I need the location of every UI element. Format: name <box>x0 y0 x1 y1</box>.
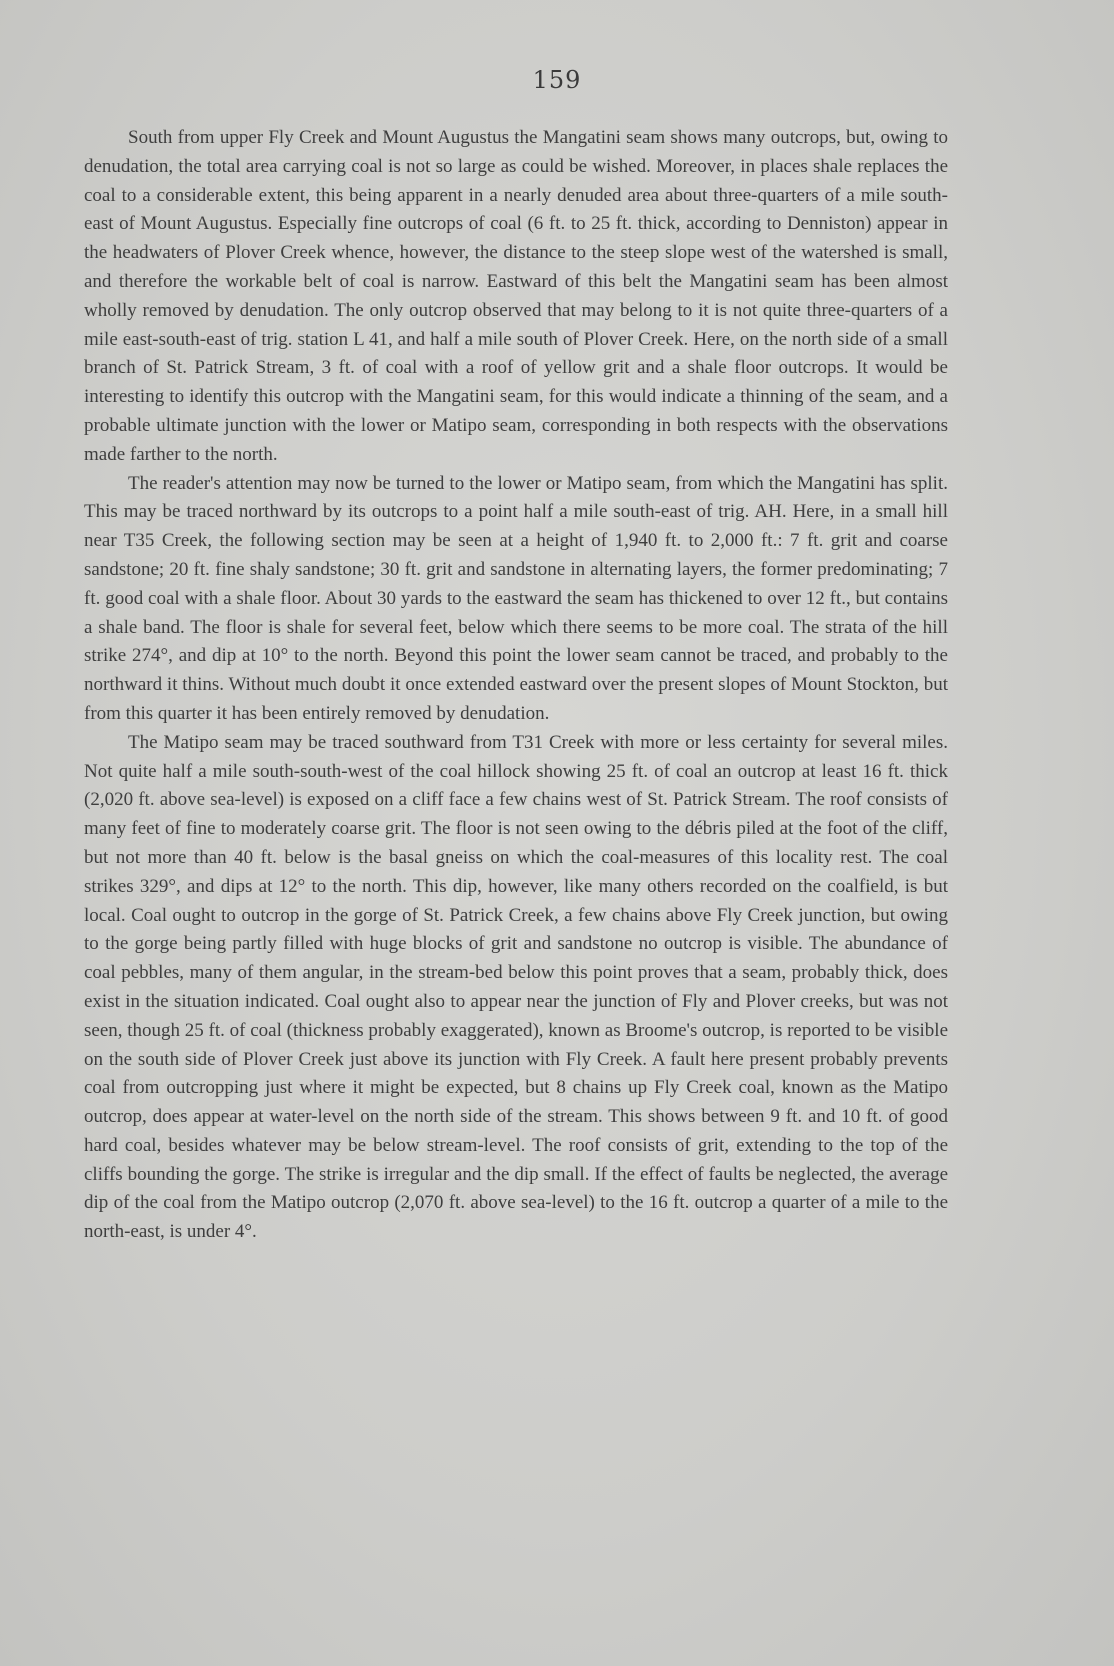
page-number: 159 <box>532 66 582 94</box>
paragraph-matipo-north: The reader's attention may now be turned to the lower or Matipo seam, from which the Mangatini has split. This may be traced northward by its outcrops to a point half a mile south-east of trig. AH. Here, in a small hill near T35 Creek, the following section may be seen at a height of 1,940 ft. to 2,000 ft.: 7 ft. grit and coarse sandstone; 20 ft. fine shaly sandstone; 30 ft. grit and sandstone in alternating layers, the former predominating; 7 ft. good coal with a shale floor. About 30 yards to the eastward the seam has thickened to over 12 ft., but contains a shale band. The floor is shale for several feet, below which there seems to be more coal. The strata of the hill strike 274°, and dip at 10° to the north. Beyond this point the lower seam cannot be traced, and probably to the northward it thins. Without much doubt it once extended eastward over the present slopes of Mount Stockton, but from this quarter it has been entirely removed by denudation. <box>84 472 948 724</box>
body-text <box>84 124 948 1247</box>
paragraph-matipo-south: The Matipo seam may be traced southward from T31 Creek with more or less certainty for several miles. Not quite half a mile south-south-west of the coal hillock showing 25 ft. of coal an outcrop at least 16 ft. thick (2,020 ft. above sea-level) is exposed on a cliff face a few chains west of St. Patrick Stream. The roof consists of many feet of fine to moderately coarse grit. The floor is not seen owing to the débris piled at the foot of the cliff, but not more than 40 ft. below is the basal gneiss on which the coal-measures of this locality rest. The coal strikes 329°, and dips at 12° to the north. This dip, however, like many others recorded on the coalfield, is but local. Coal ought to outcrop in the gorge of St. Patrick Creek, a few chains above Fly Creek junction, but owing to the gorge being partly filled with huge blocks of grit and sandstone no outcrop is visible. The abundance of coal pebbles, many of them angular, in the stream-bed below this point proves that a seam, probably thick, does exist in the situation indicated. Coal ought also to appear near the junction of Fly and Plover creeks, but was not seen, though 25 ft. of coal (thickness probably exaggerated), known as Broome's outcrop, is reported to be visible on the south side of Plover Creek just above its junction with Fly Creek. A fault here present probably prevents coal from outcropping just where it might be expected, but 8 chains up Fly Creek coal, known as the Matipo outcrop, does appear at water-level on the north side of the stream. This shows between 9 ft. and 10 ft. of good hard coal, besides whatever may be below stream-level. The roof consists of grit, extending to the top of the cliffs bounding the gorge. The strike is irregular and the dip small. If the effect of faults be neglected, the average dip of the coal from the Matipo outcrop (2,070 ft. above sea-level) to the 16 ft. outcrop a quarter of a mile to the north-east, is under 4°. <box>84 731 949 1243</box>
paragraph-mangatini-south: South from upper Fly Creek and Mount Augustus the Mangatini seam shows many outcrops, but, owing to denudation, the total area carrying coal is not so large as could be wished. Moreover, in places shale replaces the coal to a considerable extent, this being apparent in a nearly denuded area about three-quarters of a mile south-east of Mount Augustus. Especially fine outcrops of coal (6 ft. to 25 ft. thick, according to Denniston) appear in the headwaters of Plover Creek whence, however, the distance to the steep slope west of the watershed is small, and therefore the workable belt of coal is narrow. Eastward of this belt the Mangatini seam has been almost wholly removed by denudation. The only outcrop observed that may belong to it is not quite three-quarters of a mile east-south-east of trig. station L 41, and half a mile south of Plover Creek. Here, on the north side of a small branch of St. Patrick Stream, 3 ft. of coal with a roof of yellow grit and a shale floor outcrops. It would be interesting to identify this outcrop with the Mangatini seam, for this would indicate a thinning of the seam, and a probable ultimate junction with the lower or Matipo seam, corresponding in both respects with the observations made farther to the north. <box>84 127 948 465</box>
